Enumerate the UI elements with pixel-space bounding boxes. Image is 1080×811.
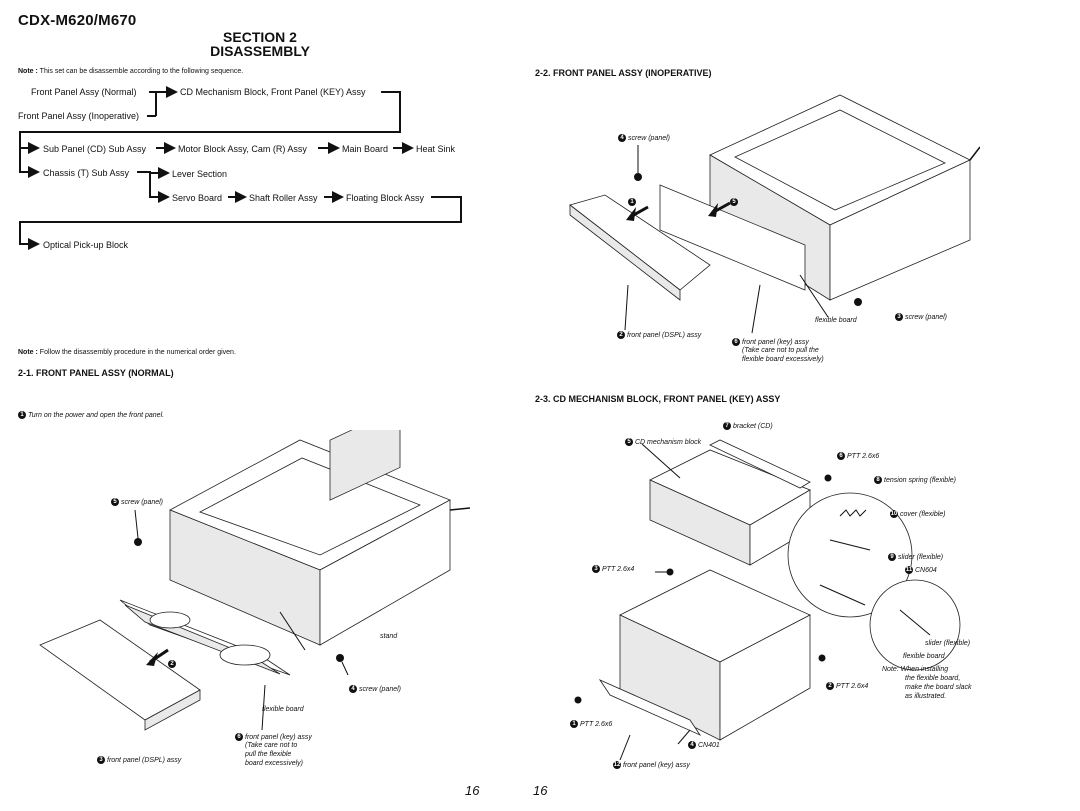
page-number-left: 16	[465, 783, 480, 798]
page-number-right: 16	[533, 783, 548, 798]
caption-22-step-5: 5	[730, 198, 740, 206]
caption-front-panel-dspl: 3 front panel (DSPL) assy	[97, 756, 181, 764]
caption-flexible-board: flexible board	[262, 706, 304, 713]
caption-23-ptt-26x4-left: 3 PTT 2.6x4	[592, 565, 634, 573]
flow-floating-block: Floating Block Assy	[346, 193, 425, 203]
caption-front-panel-key-note1: (Take care not to	[245, 742, 298, 749]
caption-22-screw-panel-3: 3 screw (panel)	[895, 313, 947, 321]
section-number: SECTION 2	[223, 29, 297, 45]
caption-23-bracket: 7 bracket (CD)	[723, 422, 773, 430]
flow-front-panel-normal: Front Panel Assy (Normal)	[31, 87, 137, 97]
heading-front-panel-normal: 2-1. FRONT PANEL ASSY (NORMAL)	[18, 368, 174, 378]
caption-23-cover: 10 cover (flexible)	[890, 510, 946, 518]
flow-heat-sink: Heat Sink	[416, 144, 456, 154]
flow-motor-block: Motor Block Assy, Cam (R) Assy	[178, 144, 307, 154]
caption-22-front-panel-key-note1: (Take care not to pull the	[742, 347, 819, 354]
sequence-note: Note : This set can be disassemble according to the following sequence.	[18, 68, 244, 75]
caption-23-front-panel-key: 12 front panel (key) assy	[613, 761, 690, 769]
flow-sub-panel: Sub Panel (CD) Sub Assy	[43, 144, 147, 154]
flow-chassis: Chassis (T) Sub Assy	[43, 168, 130, 178]
caption-23-slider-1: 9 slider (flexible)	[888, 553, 943, 561]
caption-23-cn604: 11 CN604	[905, 566, 937, 574]
flow-main-board: Main Board	[342, 144, 389, 154]
caption-23-ptt-26x4-right: 2 PTT 2.6x4	[826, 682, 868, 690]
model-number: CDX-M620/M670	[18, 12, 137, 29]
flow-servo: Servo Board	[172, 193, 223, 203]
caption-22-front-panel-key-note2: flexible board excessively)	[742, 356, 824, 363]
flow-lever: Lever Section	[172, 169, 228, 179]
caption-23-ptt-26x6-top: 6 PTT 2.6x6	[837, 452, 879, 460]
caption-23-note1: Note: When installing	[882, 666, 949, 673]
caption-front-panel-key-note2: pull the flexible	[245, 751, 292, 758]
caption-22-step-1: 1	[628, 198, 638, 206]
flow-shaft-roller: Shaft Roller Assy	[249, 193, 318, 203]
heading-front-panel-inoperative: 2-2. FRONT PANEL ASSY (INOPERATIVE)	[535, 68, 712, 78]
caption-23-note4: as illustrated.	[905, 693, 947, 700]
caption-22-front-panel-dspl: 2 front panel (DSPL) assy	[617, 331, 701, 339]
caption-22-screw-panel-4: 4 screw (panel)	[618, 134, 670, 142]
caption-front-panel-key-note3: board excessively)	[245, 760, 303, 767]
caption-23-ptt-26x6-bottom: 1 PTT 2.6x6	[570, 720, 612, 728]
caption-22-front-panel-key: 6 front panel (key) assy	[732, 338, 809, 346]
flow-cd-mechanism: CD Mechanism Block, Front Panel (KEY) Assy	[180, 87, 366, 97]
flow-front-panel-inoperative: Front Panel Assy (Inoperative)	[18, 111, 140, 121]
caption-23-cn401: 4 CN401	[688, 741, 720, 749]
caption-23-cd-mechanism: 5 CD mechanism block	[625, 438, 701, 446]
step1-caption: 1 Turn on the power and open the front panel.	[18, 411, 164, 419]
caption-23-tension-spring: 8 tension spring (flexible)	[874, 476, 956, 484]
caption-23-flexible-board: flexible board	[903, 653, 945, 660]
caption-screw-panel-5: 5 screw (panel)	[111, 498, 163, 506]
caption-22-flexible-board: flexible board	[815, 317, 857, 324]
caption-step-2: 2	[168, 660, 178, 668]
caption-23-note2: the flexible board,	[905, 675, 961, 682]
front-panel-inoperative-illustration	[560, 85, 980, 335]
caption-front-panel-key: 6 front panel (key) assy	[235, 733, 312, 741]
caption-stand: stand	[380, 633, 398, 640]
caption-23-note3: make the board slack	[905, 684, 972, 691]
flow-optical: Optical Pick-up Block	[43, 240, 129, 250]
caption-23-slider-2: slider (flexible)	[925, 640, 971, 647]
order-note: Note : Follow the disassembly procedure in the numerical order given.	[18, 349, 236, 356]
front-panel-normal-illustration	[30, 430, 470, 780]
section-title: DISASSEMBLY	[210, 43, 310, 59]
caption-screw-panel-4: 4 screw (panel)	[349, 685, 401, 693]
heading-cd-mechanism-block: 2-3. CD MECHANISM BLOCK, FRONT PANEL (KEY) ASSY	[535, 394, 781, 404]
